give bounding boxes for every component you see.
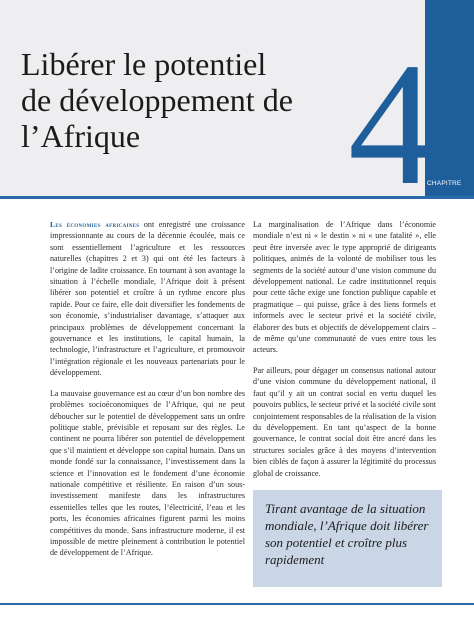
body-paragraph (50, 219, 245, 379)
paragraph-text: ont enregistré une croissance impressionnante au cours de la décennie écoulée, mais ce sont essentiellement l’agriculture et les ressources naturelles (chapitres 2 et 3) qui ont été les facteurs à l’origine de ladite croissance. En tournant à son avantage la situation à l’échelle mondiale, l’Afrique doit à présent libérer son potentiel et croître à un rythme encore plus rapide. Pour ce faire, elle doit diversifier les fondements de son économie, s’industrialiser davantage, s’attaquer aux principaux problèmes de développement concernant la gouvernance et les institutions, le capital humain, la technologie, l’infrastructure et l’agriculture, et promouvoir l’intégration régionale et les nouveaux partenariats pour le développement. (50, 220, 245, 378)
chapter-title (21, 46, 351, 154)
pull-quote: Tirant avantage de la situation mondiale, l’Afrique doit libérer son potentiel et croître plus rapidement (253, 490, 442, 587)
footer-divider (0, 603, 474, 605)
chapter-label: CHAPITRE (427, 180, 462, 187)
chapter-title-line-1: Libérer le potentiel (21, 46, 267, 82)
body-column-left (50, 219, 245, 568)
lead-in: Les économies africaines (50, 220, 140, 229)
chapter-title-line-2: de développement de (21, 82, 293, 118)
chapter-number: 4 (348, 27, 436, 222)
body-paragraph: La mauvaise gouvernance est au cœur d’un bon nombre des problèmes socioéconomiques de l’Afrique, qui ne peut déboucher sur le potentiel de développement sans un ordre politique stable, prévisible et reposant sur des règles. Le continent ne pourra libérer son potentiel de développement que s’il maintient et développe son capital humain. Dans un monde fondé sur la connaissance, l’investissement dans la science et l’innovation est le fondement d’une économie nationale compétitive et résiliente. En raison d’un sous-investissement manifeste dans les infrastructures essentielles telles que les routes, l’électricité, l’eau et les ports, les économies africaines figurent parmi les moins compétitives du monde. Sans infrastructure moderne, il est impossible de mettre pleinement à contribution le potentiel de développement de l’Afrique. (50, 388, 245, 558)
body-column-right (253, 219, 436, 488)
body-paragraph: Par ailleurs, pour dégager un consensus national autour d’une vision commune du développement national, il faut qu’il y ait un contrat social en vertu duquel les pouvoirs publics, le secteur privé et la société civile sont conjointement responsables de la réalisation de la vision du développement. En tant qu’aspect de la bonne gouvernance, le contrat social doit être ancré dans les structures sociales grâce à des moyens d’intervention bien ciblés de façon à assurer la légitimité du processus global de croissance. (253, 365, 436, 478)
body-paragraph: La marginalisation de l’Afrique dans l’économie mondiale n’est ni « le destin » ni « une fatalité », elle peut être inversée avec le type approprié de dirigeants politiques, animés de la volonté de mobiliser tous les segments de la société autour d’une vision commune du développement national. Le cadre institutionnel requis pour cette tâche exige une fonction publique capable et pragmatique – qui puisse, grâce à des liens formels et informels avec le secteur privé et la société civile, élaborer des buts et objectifs de développement clairs – de même qu’une communauté de vues entre tous les acteurs. (253, 220, 436, 355)
chapter-title-line-3: l’Afrique (21, 118, 141, 154)
